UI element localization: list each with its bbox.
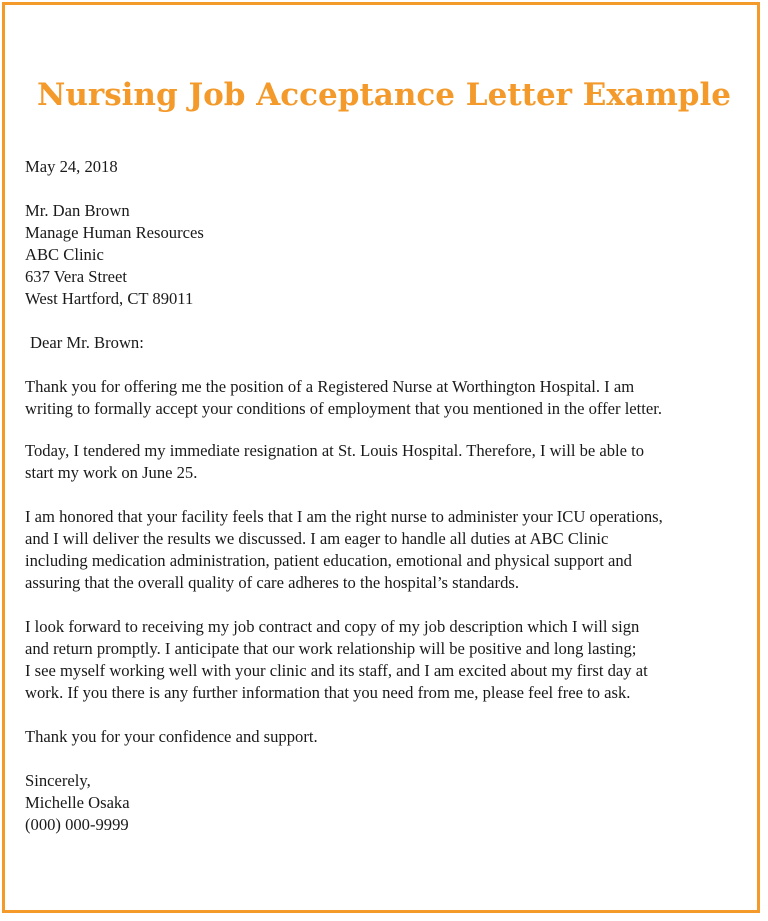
sender-phone: (000) 000-9999 (25, 815, 129, 834)
paragraph-line: Today, I tendered my immediate resignation at St. Louis Hospital. Therefore, I will be able to (25, 441, 645, 460)
sign-off: Sincerely, (25, 771, 91, 790)
paragraph-line: including medication administration, patient education, emotional and physical support and (25, 551, 632, 570)
recipient-company: ABC Clinic (25, 245, 104, 264)
paragraph-line: Thank you for offering me the position of a Registered Nurse at Worthington Hospital. I am (25, 377, 635, 396)
paragraph-5 (25, 726, 745, 748)
sender-name: Michelle Osaka (25, 793, 130, 812)
paragraph-line: start my work on June 25. (25, 463, 198, 482)
paragraph-line: writing to formally accept your conditions of employment that you mentioned in the offer letter. (25, 399, 663, 418)
paragraph-3 (25, 506, 745, 594)
paragraph-line: and I will deliver the results we discussed. I am eager to handle all duties at ABC Clinic (25, 529, 609, 548)
paragraph-1 (25, 376, 745, 420)
paragraph-4 (25, 616, 745, 704)
paragraph-line: assuring that the overall quality of care adheres to the hospital’s standards. (25, 573, 519, 592)
recipient-name: Mr. Dan Brown (25, 201, 130, 220)
document-title: Nursing Job Acceptance Letter Example (37, 77, 731, 113)
paragraph-line: I look forward to receiving my job contract and copy of my job description which I will sign (25, 617, 640, 636)
recipient-street: 637 Vera Street (25, 267, 127, 286)
recipient-title: Manage Human Resources (25, 223, 204, 242)
paragraph-line: I see myself working well with your clinic and its staff, and I am excited about my first day at (25, 661, 648, 680)
paragraph-line: Thank you for your confidence and support. (25, 727, 318, 746)
closing (25, 770, 745, 836)
letter-body (25, 156, 745, 836)
recipient-address (25, 200, 745, 310)
letter-date: May 24, 2018 (25, 157, 118, 176)
salutation: Dear Mr. Brown: (30, 333, 144, 352)
recipient-city: West Hartford, CT 89011 (25, 289, 194, 308)
paragraph-line: work. If you there is any further information that you need from me, please feel free to ask. (25, 683, 631, 702)
paragraph-line: and return promptly. I anticipate that our work relationship will be positive and long lasting; (25, 639, 637, 658)
paragraph-line: I am honored that your facility feels that I am the right nurse to administer your ICU operations, (25, 507, 663, 526)
paragraph-2 (25, 440, 745, 484)
